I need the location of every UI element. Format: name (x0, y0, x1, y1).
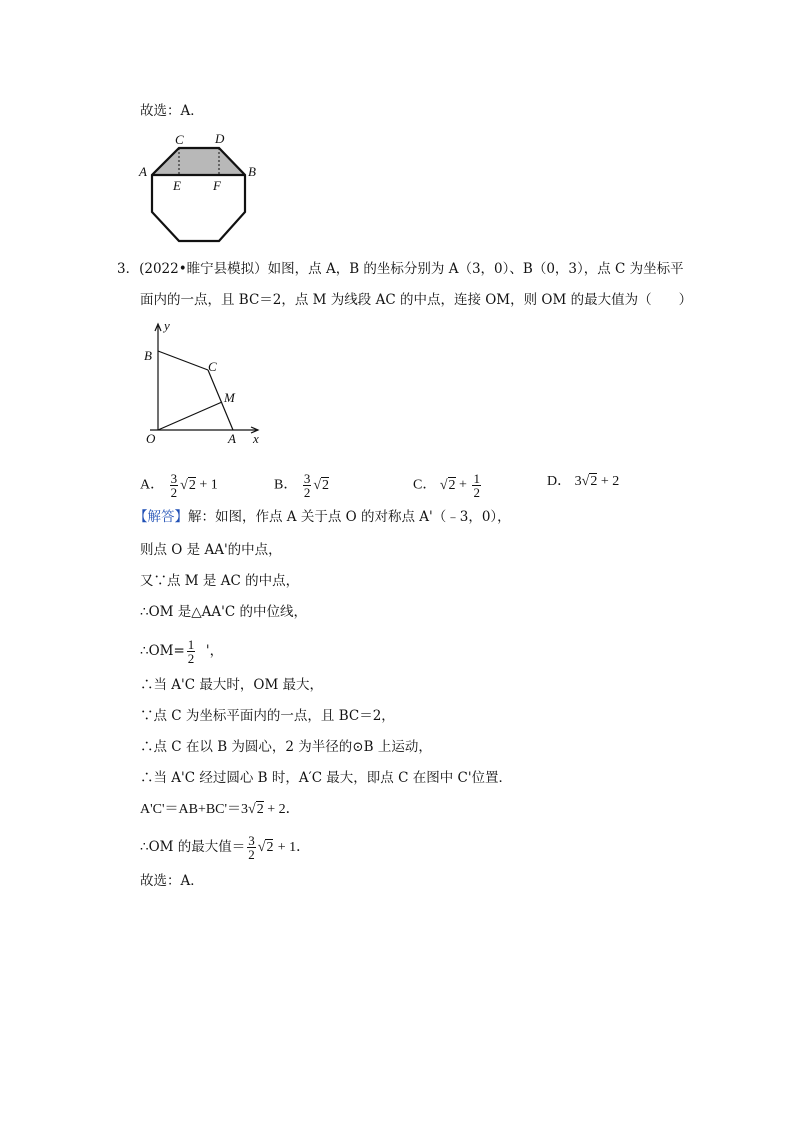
label-a: A (139, 164, 147, 179)
solution-line-9: ∴当 A'C 经过圆心 B 时，A′C 最大，即点 C 在图中 C'位置． (140, 770, 513, 786)
solution-line-11: ∴OM 的最大值＝ $\frac{3}{2}$ √2 + 1． (140, 833, 311, 862)
question-line-1 (117, 259, 684, 279)
sqrt-icon: √2 (257, 840, 274, 855)
option-b[interactable]: B． $\frac{3}{2}$ √2 (274, 471, 330, 500)
option-d[interactable]: D． 3√2 + 2 (547, 472, 619, 492)
solution-line-7: ∵点 C 为坐标平面内的一点，且 BC＝2， (140, 708, 395, 724)
solution-line-12: 故选：A． (140, 873, 204, 889)
sqrt-icon: √2 (439, 477, 456, 493)
sqrt-icon: √2 (248, 802, 264, 817)
segment-bc (158, 351, 208, 370)
label-y: y (164, 318, 170, 333)
segment-om (158, 402, 222, 430)
label-b: B (248, 164, 256, 179)
top-answer: 故选：A． (140, 103, 204, 119)
solution-line-5: ∴OM= $\frac{1}{2}$ '， (140, 637, 224, 666)
option-c[interactable]: C． √2 + $\frac{1}{2}$ (413, 471, 480, 500)
label-o: O (146, 431, 156, 446)
question-text-1: (2022•睢宁县模拟）如图，点 A，B 的坐标分别为 A（3，0）、B（0，3），点 C 为坐标平 (139, 261, 684, 277)
sqrt-icon: √2 (180, 477, 196, 493)
solution-line-1: 【解答】解：如图，作点 A 关于点 O 的对称点 A'（﹣3，0）， (134, 509, 511, 525)
label-c: C (175, 132, 184, 147)
question-line-2: 面内的一点，且 BC＝2，点 M 为线段 AC 的中点，连接 OM，则 OM 的最大值为（ ） (140, 292, 693, 308)
label-b2: B (144, 348, 152, 363)
label-a2: A (228, 431, 236, 446)
label-m: M (224, 390, 235, 405)
option-a[interactable]: A． $\frac{3}{2}$ √2 + 1 (140, 471, 218, 500)
solution-line-10: A'C'＝AB+BC'＝3√2 + 2． (140, 800, 300, 820)
solution-line-3: 又∵点 M 是 AC 的中点， (140, 573, 300, 589)
solution-line-4: ∴OM 是△AA'C 的中位线， (140, 604, 307, 620)
solution-line-6: ∴当 A'C 最大时，OM 最大， (140, 677, 324, 693)
label-f: F (213, 178, 221, 193)
solution-tag: 【解答】 (134, 509, 188, 525)
coordinate-figure (140, 318, 270, 448)
label-e: E (173, 178, 181, 193)
octagon-figure (135, 128, 265, 248)
label-x: x (253, 431, 259, 446)
sqrt-icon: √2 (313, 477, 330, 493)
label-d: D (215, 131, 225, 146)
label-c2: C (208, 359, 217, 374)
sqrt-icon: √2 (581, 474, 598, 489)
question-number: 3． (117, 261, 140, 277)
solution-line-2: 则点 O 是 AA'的中点， (140, 542, 282, 558)
solution-line-8: ∴点 C 在以 B 为圆心，2 为半径的⊙B 上运动， (140, 739, 432, 755)
